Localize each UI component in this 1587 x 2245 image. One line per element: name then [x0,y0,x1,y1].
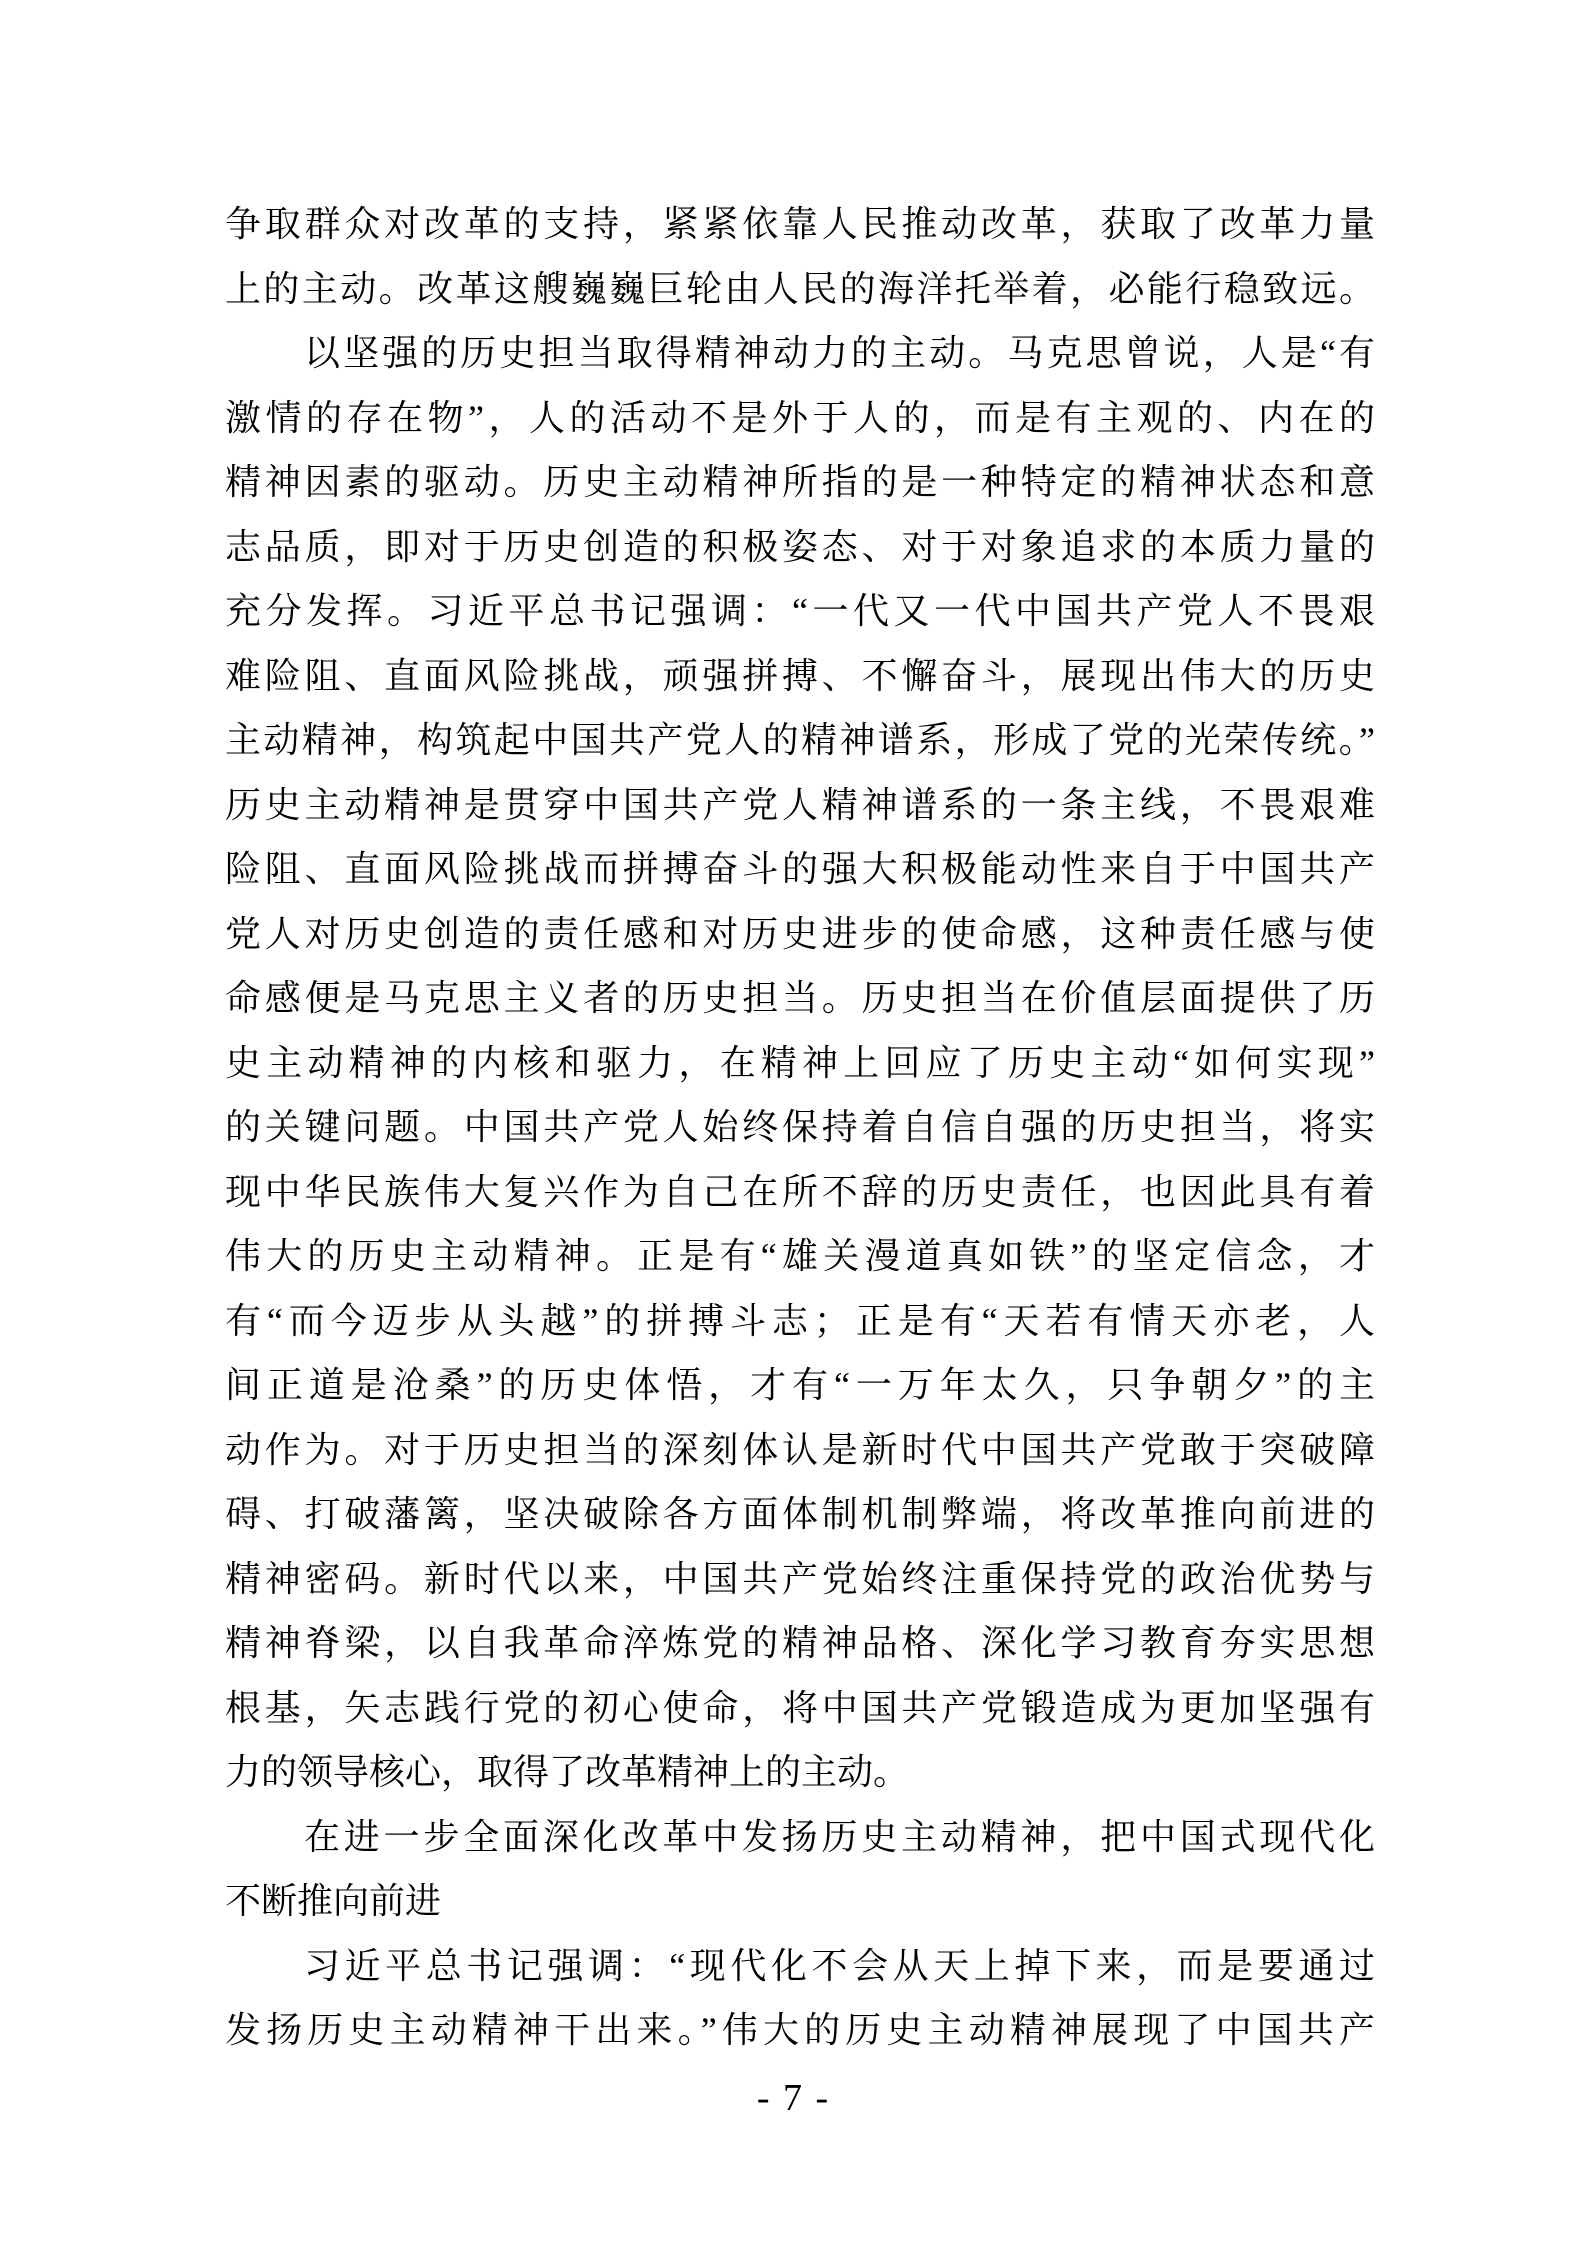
text-line: 的关键问题。中国共产党人始终保持着自信自强的历史担当，将实 [225,1107,1375,1147]
text-line: 精神密码。新时代以来，中国共产党始终注重保持党的政治优势与 [225,1558,1375,1599]
text-line: 上的主动。改革这艘巍巍巨轮由人民的海洋托举着，必能行稳致远。 [225,268,1375,309]
text-line: 不断推向前进 [225,1881,442,1921]
text-line: 命感便是马克思主义者的历史担当。历史担当在价值层面提供了历 [225,978,1375,1018]
text-line: 根基，矢志践行党的初心使命，将中国共产党锻造成为更加坚强有 [225,1687,1375,1728]
text-line: 险阻、直面风险挑战而拼搏奋斗的强大积极能动性来自于中国共产 [225,849,1375,889]
text-line: 主动精神，构筑起中国共产党人的精神谱系，形成了党的光荣传统。” [225,720,1375,760]
text-line: 间正道是沧桑”的历史体悟，才有“一万年太久，只争朝夕”的主 [225,1365,1375,1405]
page-footer [0,2076,1587,2120]
page-number: - 7 - [756,2077,831,2119]
text-line: 精神脊梁，以自我革命淬炼党的精神品格、深化学习教育夯实思想 [225,1623,1375,1663]
text-line: 争取群众对改革的支持，紧紧依靠人民推动改革，获取了改革力量 [225,204,1375,244]
text-line: 激情的存在物”，人的活动不是外于人的，而是有主观的、内在的 [225,397,1375,438]
text-line: 伟大的历史主动精神。正是有“雄关漫道真如铁”的坚定信念，才 [225,1236,1375,1276]
text-line: 习近平总书记强调：“现代化不会从天上掉下来，而是要通过 [304,1945,1375,1986]
document-body [225,192,1375,2063]
text-line: 充分发挥。习近平总书记强调：“一代又一代中国共产党人不畏艰 [225,591,1375,631]
text-line: 难险阻、直面风险挑战，顽强拼搏、不懈奋斗，展现出伟大的历史 [225,655,1375,696]
text-line: 现中华民族伟大复兴作为自己在所不辞的历史责任，也因此具有着 [225,1171,1375,1212]
text-line: 力的领导核心，取得了改革精神上的主动。 [225,1752,910,1792]
text-line: 碍、打破藩篱，坚决破除各方面体制机制弊端，将改革推向前进的 [225,1494,1375,1534]
text-line: 志品质，即对于历史创造的积极姿态、对于对象追求的本质力量的 [225,526,1375,567]
text-line: 有“而今迈步从头越”的拼搏斗志；正是有“天若有情天亦老，人 [225,1300,1375,1341]
text-line: 精神因素的驱动。历史主动精神所指的是一种特定的精神状态和意 [225,462,1375,502]
text-line: 以坚强的历史担当取得精神动力的主动。马克思曾说，人是“有 [304,333,1375,373]
text-line: 历史主动精神是贯穿中国共产党人精神谱系的一条主线，不畏艰难 [225,784,1375,825]
text-line: 党人对历史创造的责任感和对历史进步的使命感，这种责任感与使 [225,913,1375,954]
text-line: 发扬历史主动精神干出来。”伟大的历史主动精神展现了中国共产 [225,2010,1375,2050]
text-line: 在进一步全面深化改革中发扬历史主动精神，把中国式现代化 [304,1816,1375,1857]
text-line: 动作为。对于历史担当的深刻体认是新时代中国共产党敢于突破障 [225,1429,1375,1470]
text-line: 史主动精神的内核和驱力，在精神上回应了历史主动“如何实现” [225,1042,1375,1083]
